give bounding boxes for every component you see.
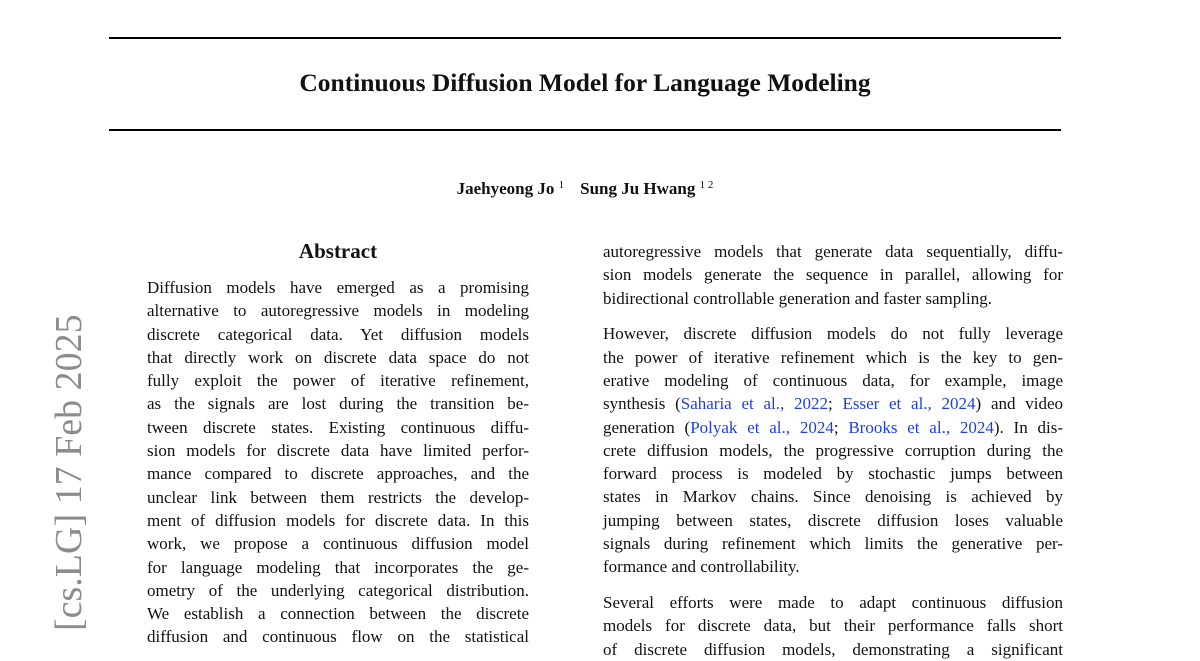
- author-name: Jaehyeong Jo: [456, 179, 555, 198]
- abstract-line: ment of diffusion models for discrete data. In this: [147, 510, 529, 530]
- citation-link-brooks[interactable]: Brooks et al., 2024: [848, 417, 994, 437]
- citation-link-polyak[interactable]: Polyak et al., 2024: [690, 417, 834, 437]
- abstract-line: sion models for discrete data have limited perfor-: [147, 441, 529, 461]
- body-line: models for discrete data, but their performance falls short: [603, 616, 1063, 636]
- abstract-line: Diffusion models have emerged as a promising: [147, 278, 529, 297]
- author-affiliation: 1 2: [699, 179, 714, 191]
- body-line: states in Markov chains. Since denoising is achieved by: [603, 487, 1063, 507]
- body-line: [603, 392, 1063, 415]
- text-segment: ) and video: [975, 394, 1064, 414]
- title-top-rule: [109, 37, 1061, 39]
- body-line: signals during refinement which limits the generative per-: [603, 534, 1063, 554]
- abstract-line: We establish a connection between the discrete: [147, 604, 529, 624]
- citation-link-saharia[interactable]: Saharia et al., 2022: [680, 394, 828, 414]
- intro-paragraph-2: [603, 322, 1063, 578]
- intro-column: [603, 240, 1063, 661]
- body-line: jumping between states, discrete diffusion loses valuable: [603, 510, 1063, 530]
- author-affiliation: 1: [558, 179, 565, 191]
- text-segment: synthesis (: [603, 394, 681, 414]
- abstract-line: for language modeling that incorporates the ge-: [147, 557, 529, 577]
- body-line: crete diffusion models, the progressive corruption during the: [603, 440, 1063, 460]
- author-list: [109, 174, 1061, 200]
- paper-title: Continuous Diffusion Model for Language Modeling: [299, 68, 871, 97]
- body-line: [603, 416, 1063, 439]
- body-line: Several efforts were made to adapt continuous diffusion: [603, 593, 1063, 613]
- title-bottom-rule: [109, 129, 1061, 131]
- abstract-line: unclear link between them restricts the develop-: [147, 487, 529, 507]
- author-name: Sung Ju Hwang: [580, 179, 696, 198]
- abstract-line: alternative to autoregressive models in modeling: [147, 301, 529, 321]
- author-2: [580, 179, 713, 198]
- text-segment: ;: [833, 417, 849, 437]
- body-line: of discrete diffusion models, demonstrating a significant: [603, 639, 1063, 659]
- intro-paragraph-1: [603, 240, 1063, 310]
- text-segment: ). In dis-: [993, 417, 1064, 437]
- body-line: sion models generate the sequence in parallel, allowing for: [603, 265, 1063, 285]
- body-line: the power of iterative refinement which is the key to gen-: [603, 347, 1063, 367]
- abstract-line: ometry of the underlying categorical distribution.: [147, 580, 529, 600]
- body-line: bidirectional controllable generation and faster sampling.: [603, 288, 992, 308]
- body-line: However, discrete diffusion models do not fully leverage: [603, 324, 1063, 344]
- abstract-line: mance compared to discrete approaches, and the: [147, 464, 529, 484]
- abstract-line: tween discrete states. Existing continuous diffu-: [147, 417, 529, 437]
- text-segment: generation (: [603, 417, 691, 437]
- body-line: erative modeling of continuous data, for example, image: [603, 370, 1063, 390]
- abstract-line: work, we propose a continuous diffusion model: [147, 534, 529, 554]
- abstract-line: fully exploit the power of iterative refinement,: [147, 371, 529, 391]
- body-line: forward process is modeled by stochastic jumps between: [603, 464, 1063, 484]
- abstract-line: discrete categorical data. Yet diffusion models: [147, 324, 529, 344]
- abstract-heading: Abstract: [298, 239, 378, 263]
- body-line: autoregressive models that generate data sequentially, diffu-: [603, 242, 1063, 261]
- abstract-line: diffusion and continuous flow on the statistical: [147, 627, 529, 647]
- arxiv-stamp: [cs.LG] 17 Feb 2025: [48, 314, 90, 631]
- intro-paragraph-3: [603, 591, 1063, 661]
- text-segment: ;: [827, 394, 843, 414]
- abstract-line: as the signals are lost during the transition be-: [147, 394, 529, 414]
- abstract-body: [147, 276, 529, 649]
- citation-link-esser[interactable]: Esser et al., 2024: [842, 394, 976, 414]
- abstract-line: that directly work on discrete data space do not: [147, 347, 529, 367]
- author-1: [457, 179, 565, 198]
- body-line: formance and controllability.: [603, 557, 800, 577]
